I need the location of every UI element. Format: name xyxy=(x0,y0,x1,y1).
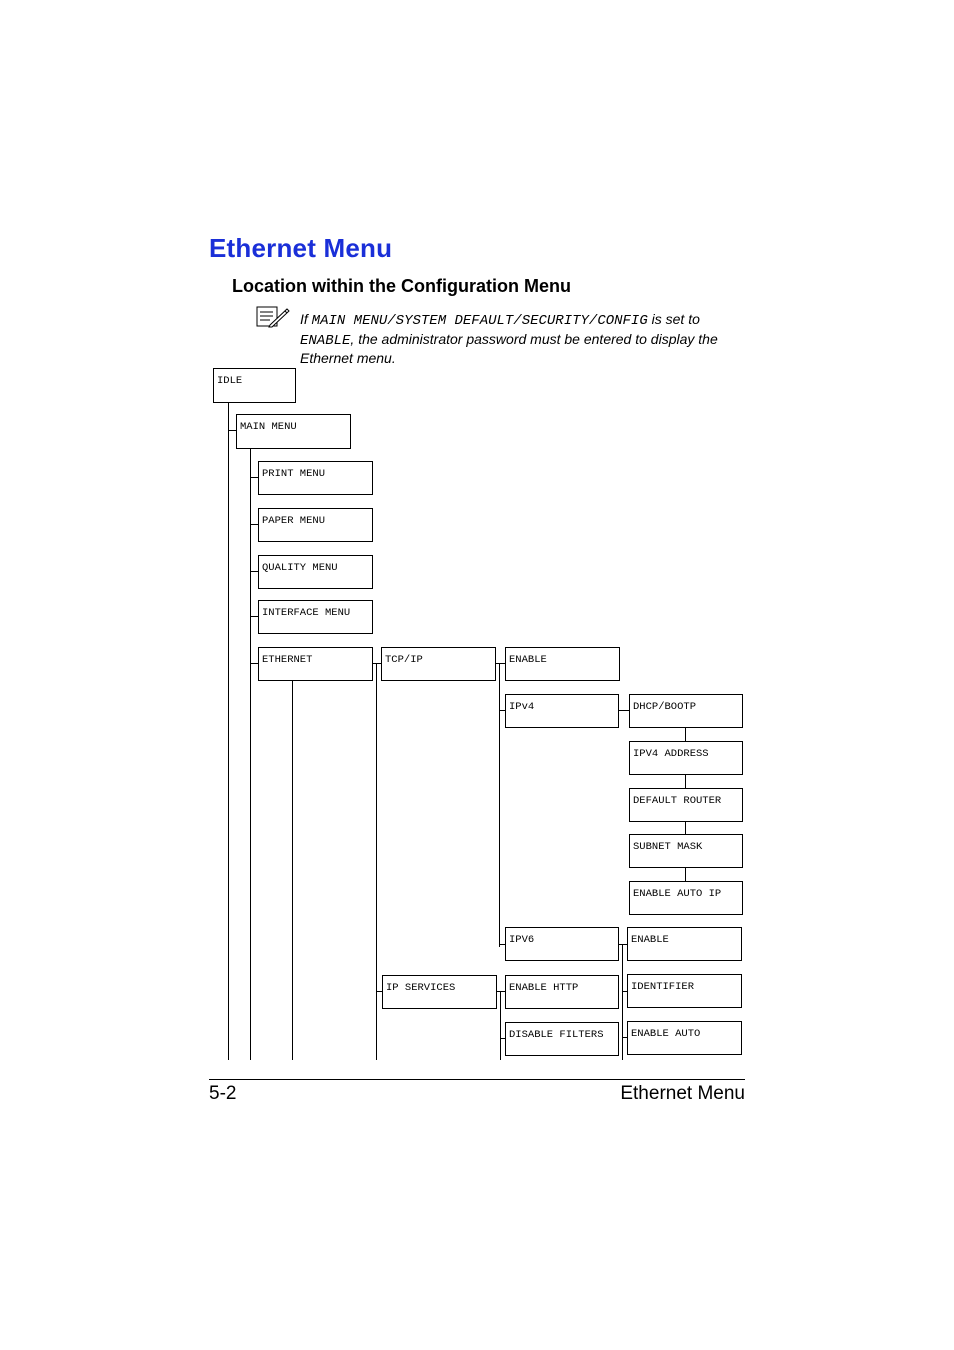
footer-section-title: Ethernet Menu xyxy=(620,1083,745,1104)
note-text-part: , the administrator password must be entered to display the Ethernet menu. xyxy=(300,330,718,366)
tree-line xyxy=(228,430,236,431)
tree-line xyxy=(250,663,258,664)
note-text xyxy=(300,311,745,368)
tree-line xyxy=(618,710,629,711)
tree-line xyxy=(250,524,258,525)
menu-node-idle: IDLE xyxy=(213,368,296,403)
tree-line xyxy=(622,944,623,1060)
menu-node-print-menu: PRINT MENU xyxy=(258,461,373,495)
menu-node-ethernet: ETHERNET xyxy=(258,647,373,681)
note-pencil-icon xyxy=(256,306,290,328)
note-code-enable: ENABLE xyxy=(300,332,351,349)
menu-node-default-router: DEFAULT ROUTER xyxy=(629,788,743,822)
menu-node-enable-auto: ENABLE AUTO xyxy=(627,1021,742,1055)
note-text-part: is set to xyxy=(647,311,700,327)
menu-node-enable-auto-ip: ENABLE AUTO IP xyxy=(629,881,743,915)
tree-line xyxy=(250,477,258,478)
footer-page-number: 5-2 xyxy=(209,1083,237,1104)
page-title: Ethernet Menu xyxy=(209,233,393,263)
note-code-config-path: MAIN MENU/SYSTEM DEFAULT/SECURITY/CONFIG xyxy=(311,313,648,329)
note-text-part: If xyxy=(300,311,312,327)
tree-line xyxy=(685,774,686,788)
tree-line xyxy=(250,448,251,1060)
menu-node-dhcp-bootp: DHCP/BOOTP xyxy=(629,694,743,728)
tree-line xyxy=(250,616,258,617)
menu-node-subnet-mask: SUBNET MASK xyxy=(629,834,743,868)
tree-line xyxy=(495,663,505,664)
menu-node-main-menu: MAIN MENU xyxy=(236,414,351,449)
menu-node-ip-services: IP SERVICES xyxy=(382,975,497,1009)
menu-node-ipv4-address: IPV4 ADDRESS xyxy=(629,741,743,775)
section-subtitle: Location within the Configuration Menu xyxy=(232,276,571,296)
menu-node-enable: ENABLE xyxy=(505,647,620,681)
menu-node-quality-menu: QUALITY MENU xyxy=(258,555,373,589)
menu-node-interface-menu: INTERFACE MENU xyxy=(258,600,373,634)
menu-node-tcpip: TCP/IP xyxy=(381,647,496,681)
tree-line xyxy=(250,571,258,572)
tree-line xyxy=(685,727,686,741)
tree-line xyxy=(292,680,293,1060)
tree-line xyxy=(500,991,501,1060)
tree-line xyxy=(228,402,229,1060)
menu-node-paper-menu: PAPER MENU xyxy=(258,508,373,542)
menu-node-ipv6: IPV6 xyxy=(505,927,619,961)
footer-divider xyxy=(209,1079,745,1080)
menu-node-identifier: IDENTIFIER xyxy=(627,974,742,1008)
menu-node-disable-filters: DISABLE FILTERS xyxy=(505,1022,619,1056)
menu-node-enable-http: ENABLE HTTP xyxy=(505,975,619,1009)
tree-line xyxy=(376,663,377,1060)
tree-line xyxy=(685,867,686,881)
menu-node-ipv4: IPv4 xyxy=(505,694,619,728)
tree-line xyxy=(685,821,686,834)
menu-node-ipv6-enable: ENABLE xyxy=(627,927,742,961)
tree-line xyxy=(499,663,500,947)
